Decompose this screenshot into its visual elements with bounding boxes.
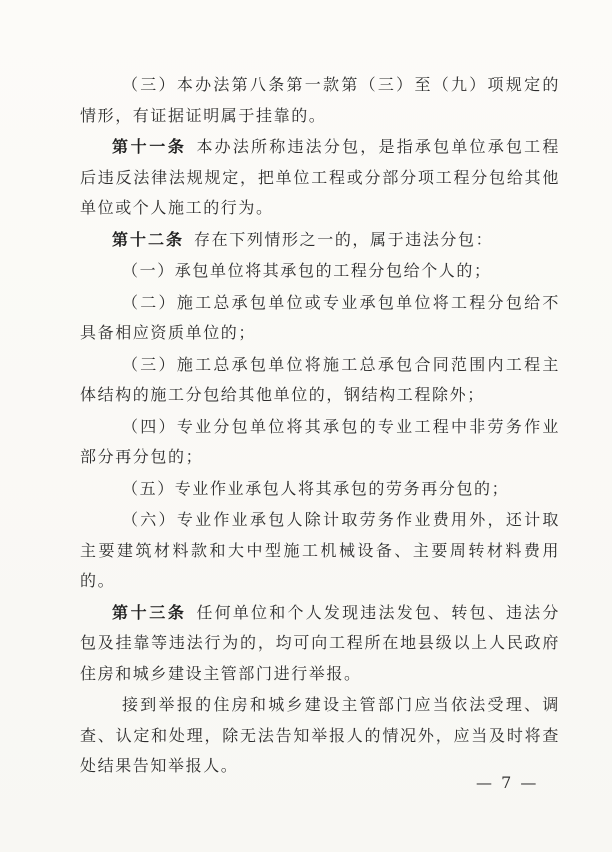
paragraph-text: （二）施工总承包单位或专业承包单位将工程分包给不具备相应资质单位的； [80, 292, 560, 342]
paragraph-text: 任何单位和个人发现违法发包、转包、违法分包及挂靠等违法行为的，均可向工程所在地县级以上人民政府住房和城乡建设主管部门进行举报。 [80, 602, 560, 683]
paragraph-text: （五）专业作业承包人将其承包的劳务再分包的； [122, 478, 510, 498]
paragraph [80, 288, 560, 349]
paragraph [80, 256, 560, 287]
article-heading: 第十三条 [112, 602, 187, 622]
paragraph-text: （三）本办法第八条第一款第（三）至（九）项规定的情形，有证据证明属于挂靠的。 [80, 75, 560, 125]
paragraph-text: （四）专业分包单位将其承包的专业工程中非劳务作业部分再分包的； [80, 416, 560, 466]
paragraph [80, 70, 560, 131]
paragraph [80, 690, 560, 782]
paragraph-text: 存在下列情形之一的，属于违法分包： [194, 229, 494, 249]
paragraph-text: （六）专业作业承包人除计取劳务作业费用外，还计取主要建筑材料款和大中型施工机械设备、主要周转材料费用的。 [80, 510, 560, 590]
paragraph-text: （三）施工总承包单位将施工总承包合同范围内工程主体结构的施工分包给其他单位的，钢结构工程除外； [80, 354, 560, 404]
paragraph-text: 本办法所称违法分包，是指承包单位承包工程后违反法律法规规定，把单位工程或分部分项工程分包给其他单位或个人施工的行为。 [80, 137, 560, 217]
paragraph-text: 接到举报的住房和城乡建设主管部门应当依法受理、调查、认定和处理，除无法告知举报人的情况外，应当及时将查处结果告知举报人。 [80, 695, 560, 775]
article-heading: 第十一条 [112, 137, 187, 156]
paragraph-text: （一）承包单位将其承包的工程分包给个人的； [122, 261, 492, 280]
paragraph [80, 474, 560, 505]
paragraph [80, 350, 560, 411]
article-heading: 第十二条 [112, 229, 185, 249]
paragraph [80, 225, 560, 256]
paragraph [80, 412, 560, 473]
page-number: — 7 — [476, 773, 539, 792]
document-body [80, 70, 560, 783]
paragraph [80, 598, 560, 690]
paragraph [80, 132, 560, 224]
paragraph [80, 505, 560, 597]
